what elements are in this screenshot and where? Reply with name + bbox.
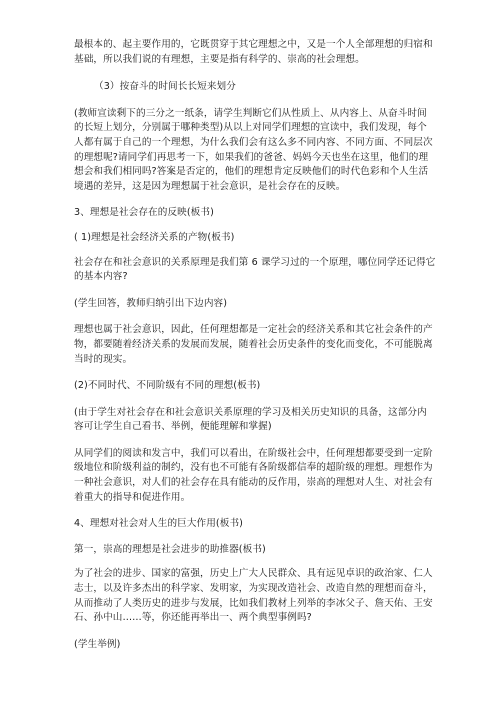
paragraph-self-study-note: (由于学生对社会存在和社会意识关系原理的学习及相关历史知识的具备，这部分内容可让学生自己看书、举例，便能理解和掌握) [74,406,427,433]
paragraph-class-society: 从同学们的阅读和发言中，我们可以看出，在阶级社会中，任何理想都要受到一定阶级地位和阶级利益的制约，没有也不可能有各阶级都信奉的超阶级的理想。理想作为一种社会意识，对人们的社会存在具有能动的反作用，崇高的理想对人生、对社会有着重大的指导和促进作用。 [74,447,433,503]
paragraph-ideal-social-consciousness: 理想也属于社会意识，因此，任何理想都是一定社会的经济关系和其它社会条件的产物，都要随着经济关系的发展而发展，随着社会历史条件的变化而变化，不可能脱离当时的现实。 [74,324,433,365]
paragraph-ideal-foundation: 最根本的、起主要作用的，它既贯穿于其它理想之中，又是一个人全部理想的归宿和基础，所以我们说的有理想，主要是指有科学的、崇高的社会理想。 [74,39,433,65]
heading-section-4: 4、理想对社会对人生的巨大作用(板书) [74,518,243,530]
heading-subsection-2: (2)不同时代、不同阶级有不同的理想(板书) [74,380,261,392]
paragraph-student-examples: (学生举例) [74,638,121,650]
heading-time-division: （3）按奋斗的时间长长短来划分 [94,81,236,93]
paragraph-student-answer: (学生回答，教师归纳引出下边内容) [74,297,228,309]
paragraph-principle-question: 社会存在和社会意识的关系原理是我们第 6 课学习过的一个原理，哪位同学还记得它的基本内容? [74,256,436,283]
heading-first-point: 第一，崇高的理想是社会进步的助推器(板书) [74,543,266,555]
document-body [74,38,436,652]
paragraph-social-progress: 为了社会的进步、国家的富强，历史上广大人民群众、具有远见卓识的政治家、仁人志士，以及许多杰出的科学家、发明家，为实现改造社会、改造自然的理想而奋斗，从而推动了人类历史的进步与发展，比如我们教材上列举的李冰父子、詹天佑、王安石、孙中山……等，你还能再举出一、两个典型事例吗? [74,568,433,624]
heading-section-3: 3、理想是社会存在的反映(板书) [74,207,214,219]
paragraph-teacher-reading: (教师宣读剩下的三分之一纸条，请学生判断它们从性质上、从内容上、从奋斗时间的长短上划分，分别属于哪种类型)从以上对同学们理想的宣读中，我们发现，每个人都有属于自己的一个理想，为什么我们会有这么多不同内容、不同方面、不同层次的理想呢?请同学们再思考一下，如果我们的爸爸、妈妈今天也坐在这里，他们的理想会和我们相同吗?答案是否定的，他们的理想肯定反映他们的时代色彩和个人生活境遇的差异，这是因为理想属于社会意识，是社会存在的反映。 [74,107,433,192]
heading-subsection-1: ( 1)理想是社会经济关系的产物(板书) [74,231,235,243]
